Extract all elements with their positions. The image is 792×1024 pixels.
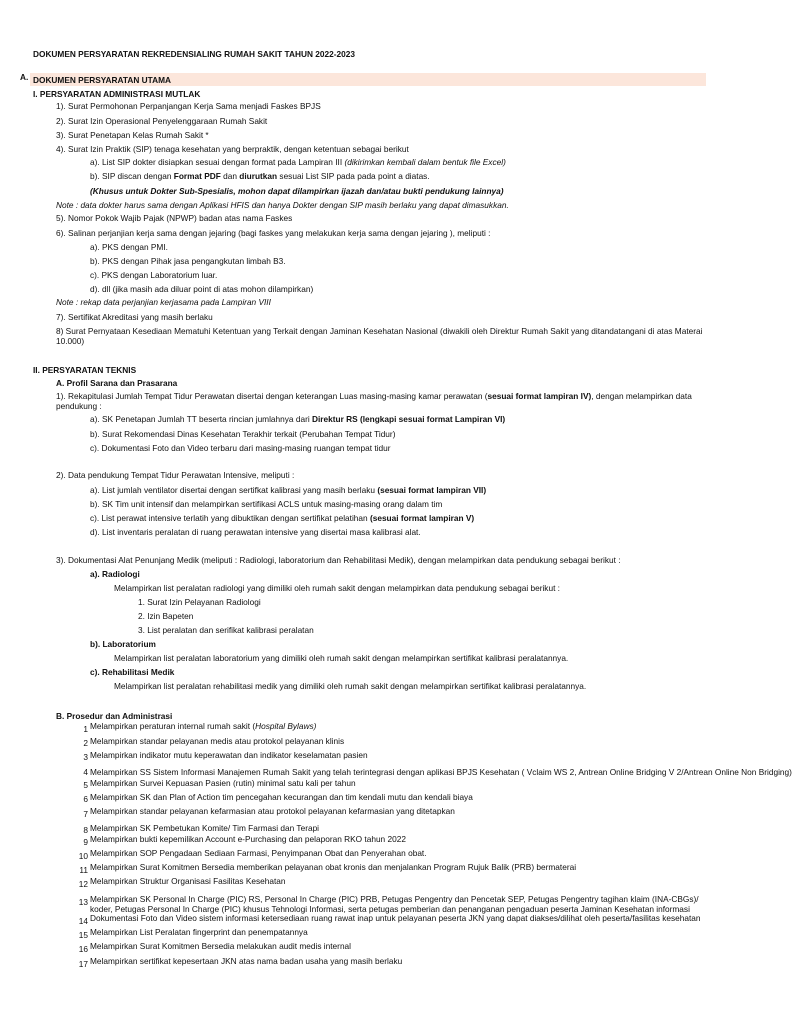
document-title: DOKUMEN PERSYARATAN REKREDENSIALING RUMAH SAKIT TAHUN 2022-2023 xyxy=(33,49,355,59)
part1-item-4c: (Khusus untuk Dokter Sub-Spesialis, mohon dapat dilampirkan ijazah dan/atau bukti pendukung lainnya) xyxy=(90,186,504,196)
item-number: 7 xyxy=(83,809,88,819)
part1-item-6d: d). dll (jika masih ada diluar point di atas mohon dilampirkan) xyxy=(90,284,314,294)
part2-title: II. PERSYARATAN TEKNIS xyxy=(33,365,137,375)
item-number: 6 xyxy=(83,794,88,804)
part1-item-6a: a). PKS dengan PMI. xyxy=(90,242,168,252)
part2-sub-b: B. Prosedur dan Administrasi xyxy=(56,711,173,721)
item-number: 10 xyxy=(78,851,88,861)
part1-item-3: 3). Surat Penetapan Kelas Rumah Sakit * xyxy=(56,130,209,140)
item-number: 17 xyxy=(78,959,88,969)
radiologi-item-3: 3. List peralatan dan serifikat kalibrasi peralatan xyxy=(138,625,314,635)
part1-title: I. PERSYARATAN ADMINISTRASI MUTLAK xyxy=(33,89,201,99)
item-number: 9 xyxy=(83,837,88,847)
part2-item-1a: a). SK Penetapan Jumlah TT beserta rincian jumlahnya dari Direktur RS (lengkapi sesuai format Lampiran VI) xyxy=(90,414,506,424)
prosedur-item-14: Dokumentasi Foto dan Video sistem informasi ketersediaan ruang rawat inap untuk pelayanan peserta JKN yang dapat diakses/dilihat oleh peserta/fasilitas kesehatan xyxy=(90,913,701,923)
part2-item-2d: d). List inventaris peralatan di ruang perawatan intensive yang disertai masa kalibrasi alat. xyxy=(90,527,421,537)
prosedur-item-6: Melampirkan SK dan Plan of Action tim pencegahan kecurangan dan tim kendali mutu dan kendali biaya xyxy=(90,792,473,802)
part2-item-2a: a). List jumlah ventilator disertai dengan sertifkat kalibrasi yang masih berlaku (sesuai format lampiran VII) xyxy=(90,485,487,495)
prosedur-item-16: Melampirkan Surat Komitmen Bersedia melakukan audit medis internal xyxy=(90,941,352,951)
prosedur-item-13: Melampirkan SK Personal In Charge (PIC) RS, Personal In Charge (PIC) PRB, Petugas Pengentry dan Pencetak SEP, Petugas Pengentry tagihan klaim (INA-CBGs)/ koder, Petugas Personal In Charge (PIC) khusus Tehnologi Informasi, serta petugas pemberian dan penanganan pengaduan peserta Jaminan Kesehatan informasi xyxy=(90,894,699,914)
part2-item-1: 1). Rekapitulasi Jumlah Tempat Tidur Perawatan disertai dengan keterangan Luas masing-masing kamar perawatan (sesuai format lampiran IV), dengan melampirkan data pendukung : xyxy=(56,391,692,411)
prosedur-item-1: Melampirkan peraturan internal rumah sakit (Hospital Bylaws) xyxy=(90,721,317,731)
item-number: 1 xyxy=(83,724,88,734)
item-number: 15 xyxy=(78,930,88,940)
prosedur-item-2: Melampirkan standar pelayanan medis atau protokol pelayanan klinis xyxy=(90,736,345,746)
rehabilitasi-text: Melampirkan list peralatan rehabilitasi medik yang dimiliki oleh rumah sakit dengan melampirkan sertifikat kalibrasi peralatannya. xyxy=(114,681,587,691)
part1-item-5: 5). Nomor Pokok Wajib Pajak (NPWP) badan atas nama Faskes xyxy=(56,213,293,223)
prosedur-item-9: Melampirkan bukti kepemilikan Account e-Purchasing dan pelaporan RKO tahun 2022 xyxy=(90,834,406,844)
item-number: 11 xyxy=(79,865,88,875)
part1-item-7: 7). Sertifikat Akreditasi yang masih berlaku xyxy=(56,312,213,322)
part2-item-2b: b). SK Tim unit intensif dan melampirkan sertifikasi ACLS untuk masing-masing orang dalam tim xyxy=(90,499,443,509)
item-number: 4 xyxy=(83,767,88,777)
part2-item-2: 2). Data pendukung Tempat Tidur Perawatan Intensive, meliputi : xyxy=(56,470,295,480)
part1-item-4: 4). Surat Izin Praktik (SIP) tenaga kesehatan yang berpraktik, dengan ketentuan sebagai berikut xyxy=(56,144,409,154)
prosedur-item-10: Melampirkan SOP Pengadaan Sediaan Farmasi, Penyimpanan Obat dan Penyerahan obat. xyxy=(90,848,427,858)
part1-item-6c: c). PKS dengan Laboratorium luar. xyxy=(90,270,218,280)
part1-item-6: 6). Salinan perjanjian kerja sama dengan jejaring (bagi faskes yang melakukan kerja sama dengan jejaring ), meliputi : xyxy=(56,228,491,238)
item-number: 13 xyxy=(78,897,88,907)
prosedur-item-12: Melampirkan Struktur Organisasi Fasilitas Kesehatan xyxy=(90,876,286,886)
part2-item-3: 3). Dokumentasi Alat Penunjang Medik (meliputi : Radiologi, laboratorium dan Rehabilitasi Medik), dengan melampirkan data pendukung sebagai berikut : xyxy=(56,555,621,565)
prosedur-item-11: Melampirkan Surat Komitmen Bersedia memberikan pelayanan obat kronis dan menjalankan Program Rujuk Balik (PRB) bermaterai xyxy=(90,862,577,872)
part2-item-2c: c). List perawat intensive terlatih yang dibuktikan dengan sertifikat pelatihan (sesuai format lampiran V) xyxy=(90,513,475,523)
section-a-marker: A. xyxy=(20,72,29,82)
part1-item-4b: b). SIP discan dengan Format PDF dan diurutkan sesuai List SIP pada pada point a diatas. xyxy=(90,171,430,181)
part2-item-1c: c). Dokumentasi Foto dan Video terbaru dari masing-masing ruangan tempat tidur xyxy=(90,443,391,453)
item-number: 3 xyxy=(83,752,88,762)
section-a-title: DOKUMEN PERSYARATAN UTAMA xyxy=(33,75,171,85)
item-number: 5 xyxy=(83,780,88,790)
part2-sub-a: A. Profil Sarana dan Prasarana xyxy=(56,378,178,388)
part1-note-1: Note : data dokter harus sama dengan Aplikasi HFIS dan hanya Dokter dengan SIP masih berlaku yang dapat dimasukkan. xyxy=(56,200,509,210)
prosedur-item-5: Melampirkan Survei Kepuasan Pasien (rutin) minimal satu kali per tahun xyxy=(90,778,356,788)
item-number: 2 xyxy=(83,738,88,748)
prosedur-item-17: Melampirkan sertifikat kepesertaan JKN atas nama badan usaha yang masih berlaku xyxy=(90,956,403,966)
prosedur-item-7: Melampirkan standar pelayanan kefarmasian atau protokol pelayanan kefarmasian yang ditetapkan xyxy=(90,806,455,816)
radiologi-text: Melampirkan list peralatan radiologi yang dimiliki oleh rumah sakit dengan melampirkan data pendukung sebagai berikut : xyxy=(114,583,560,593)
item-number: 14 xyxy=(78,916,88,926)
item-number: 8 xyxy=(83,825,88,835)
prosedur-item-3: Melampirkan indikator mutu keperawatan dan indikator keselamatan pasien xyxy=(90,750,368,760)
part2-item-1b: b). Surat Rekomendasi Dinas Kesehatan Terakhir terkait (Perubahan Tempat Tidur) xyxy=(90,429,396,439)
part1-item-8: 8) Surat Pernyataan Kesediaan Mematuhi Ketentuan yang Terkait dengan Jaminan Kesehatan Nasional (diwakili oleh Direktur Rumah Sakit yang ditandatangani di atas Materai 10.000) xyxy=(56,326,703,346)
part1-item-1: 1). Surat Permohonan Perpanjangan Kerja Sama menjadi Faskes BPJS xyxy=(56,101,321,111)
prosedur-item-4: Melampirkan SS Sistem Informasi Manajemen Rumah Sakit yang telah terintegrasi dengan aplikasi BPJS Kesehatan ( Vclaim WS 2, Antrean Online Bridging V 2/Antrean Online Non Bridging) xyxy=(90,767,792,777)
item-number: 16 xyxy=(78,944,88,954)
rehabilitasi-title: c). Rehabilitasi Medik xyxy=(90,667,175,677)
laboratorium-text: Melampirkan list peralatan laboratorium yang dimiliki oleh rumah sakit dengan melampirkan sertifikat kalibrasi peralatannya. xyxy=(114,653,569,663)
prosedur-item-15: Melampirkan List Peralatan fingerprint dan penempatannya xyxy=(90,927,308,937)
part1-note-2: Note : rekap data perjanjian kerjasama pada Lampiran VIII xyxy=(56,297,271,307)
radiologi-item-1: 1. Surat Izin Pelayanan Radiologi xyxy=(138,597,261,607)
part1-item-4a: a). List SIP dokter disiapkan sesuai dengan format pada Lampiran III (dikirimkan kembali dalam bentuk file Excel) xyxy=(90,157,506,167)
part1-item-6b: b). PKS dengan Pihak jasa pengangkutan limbah B3. xyxy=(90,256,286,266)
part1-item-2: 2). Surat Izin Operasional Penyelenggaraan Rumah Sakit xyxy=(56,116,268,126)
laboratorium-title: b). Laboratorium xyxy=(90,639,156,649)
radiologi-title: a). Radiologi xyxy=(90,569,140,579)
prosedur-item-8: Melampirkan SK Pembetukan Komite/ Tim Farmasi dan Terapi xyxy=(90,823,320,833)
radiologi-item-2: 2. Izin Bapeten xyxy=(138,611,194,621)
item-number: 12 xyxy=(78,879,88,889)
